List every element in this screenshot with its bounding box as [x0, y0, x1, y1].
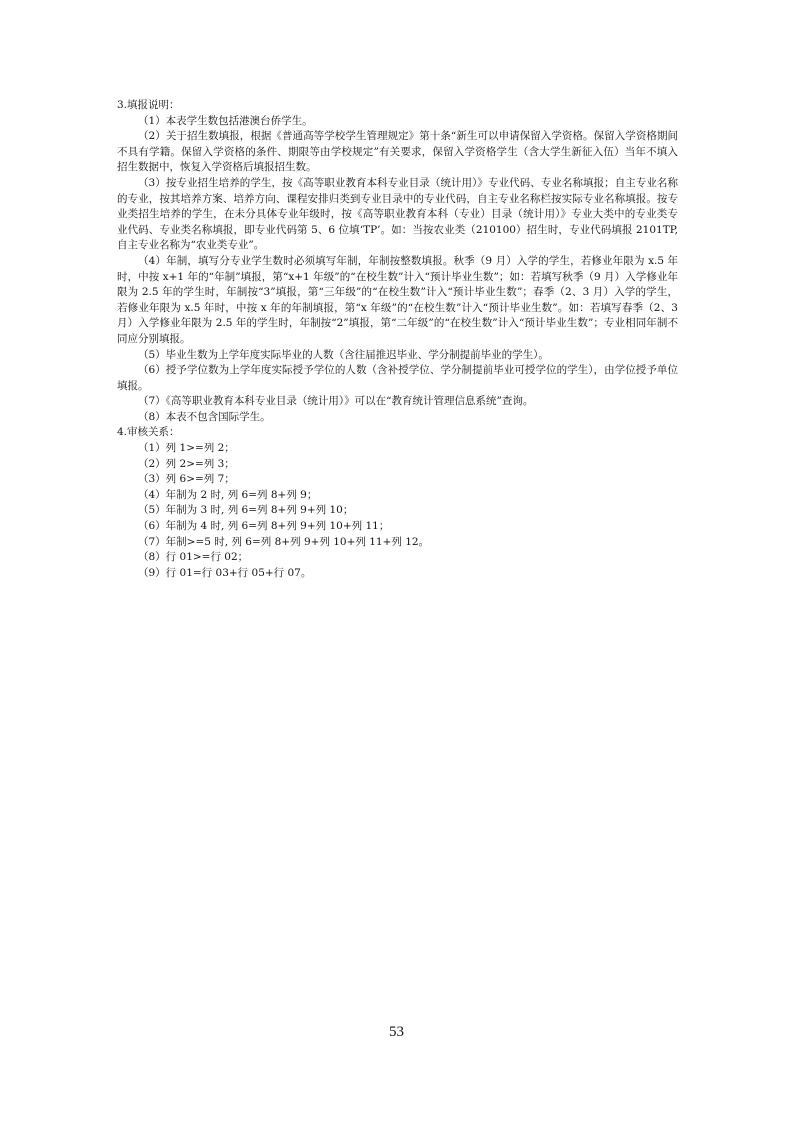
- audit-rule-8: （8）行 01>=行 02；: [138, 551, 249, 564]
- note-item-7: （7）《高等职业教育本科专业目录（统计用）》可以在“教育统计管理信息系统”查询。: [138, 395, 534, 408]
- note-item-8: （8）本表不包含国际学生。: [138, 410, 271, 423]
- note-item-4: （4）年制，填写分专业学生数时必须填写年制，年制按整数填报。秋季（9 月）入学的学生，若修业年限为 x.5 年时，中按 x+1 年的“年制”填报，第“x+1 年级”的“在校生数”计入“预计毕业生数”；如：若填写秋季（9 月）入学修业年限为 2.5 年的学生时，年制按“3”填报，第“三年级”的“在校生数”计入“预计毕业生数”；春季（2、3 月）入学的学生，若修业年限为 x.5 年时，中按 x 年的年制填报，第“x 年级”的“在校生数”计入“预计毕业生数”。如：若填写春季（2、3 月）入学修业年限为 2.5 年的学生时，年制按“2”填报，第“二年级”的“在校生数”计入“预计毕业生数”；专业相同年制不同应分别填报。: [117, 254, 678, 345]
- section-4-heading: 4.审核关系：: [117, 426, 180, 439]
- audit-rule-1: （1）列 1>=列 2；: [138, 442, 235, 455]
- audit-rule-6: （6）年制为 4 时, 列 6=列 8+列 9+列 10+列 11；: [138, 520, 390, 533]
- audit-rule-9: （9）行 01=行 03+行 05+行 07。: [138, 566, 312, 579]
- page-content: [117, 98, 678, 581]
- note-item-2: （2）关于招生数填报，根据《普通高等学校学生管理规定》第十条“新生可以申请保留入学资格。保留入学资格期间不具有学籍。保留入学资格的条件、期限等由学校规定”有关要求，保留入学资格学生（含大学生新征入伍）当年不填入招生数据中，恢复入学资格后填报招生数。: [117, 130, 678, 174]
- audit-rule-4: （4）年制为 2 时, 列 6=列 8+列 9；: [138, 488, 318, 501]
- note-item-5: （5）毕业生数为上学年度实际毕业的人数（含往届推迟毕业、学分制提前毕业的学生）。: [138, 348, 549, 361]
- page-number: 53: [389, 1024, 404, 1040]
- audit-rule-7: （7）年制>=5 时, 列 6=列 8+列 9+列 10+列 11+列 12。: [138, 535, 430, 548]
- note-item-6: （6）授予学位数为上学年度实际授予学位的人数（含补授学位、学分制提前毕业可授学位的学生），由学位授予单位填报。: [117, 364, 678, 392]
- note-item-1: （1）本表学生数包括港澳台侨学生。: [138, 114, 313, 127]
- note-item-3: （3）按专业招生培养的学生，按《高等职业教育本科专业目录（统计用）》专业代码、专业名称填报；自主专业名称的专业，按其培养方案、培养方向、课程安排归类到专业目录中的专业代码，自主专业名称栏按实际专业名称填报。按专业类招生培养的学生，在未分具体专业年级时，按《高等职业教育本科（专业）目录（统计用）》专业大类中的专业类专业代码、专业类名称填报，即专业代码第 5、6 位填‘TP’。如：当按农业类（210100）招生时，专业代码填报 2101TP,自主专业名称为“农业类专业”。: [117, 176, 678, 252]
- audit-rule-2: （2）列 2>=列 3；: [138, 457, 235, 470]
- audit-rule-5: （5）年制为 3 时, 列 6=列 8+列 9+列 10；: [138, 504, 354, 517]
- section-3-heading: 3.填报说明：: [117, 99, 180, 111]
- audit-rule-3: （3）列 6>=列 7；: [138, 473, 235, 486]
